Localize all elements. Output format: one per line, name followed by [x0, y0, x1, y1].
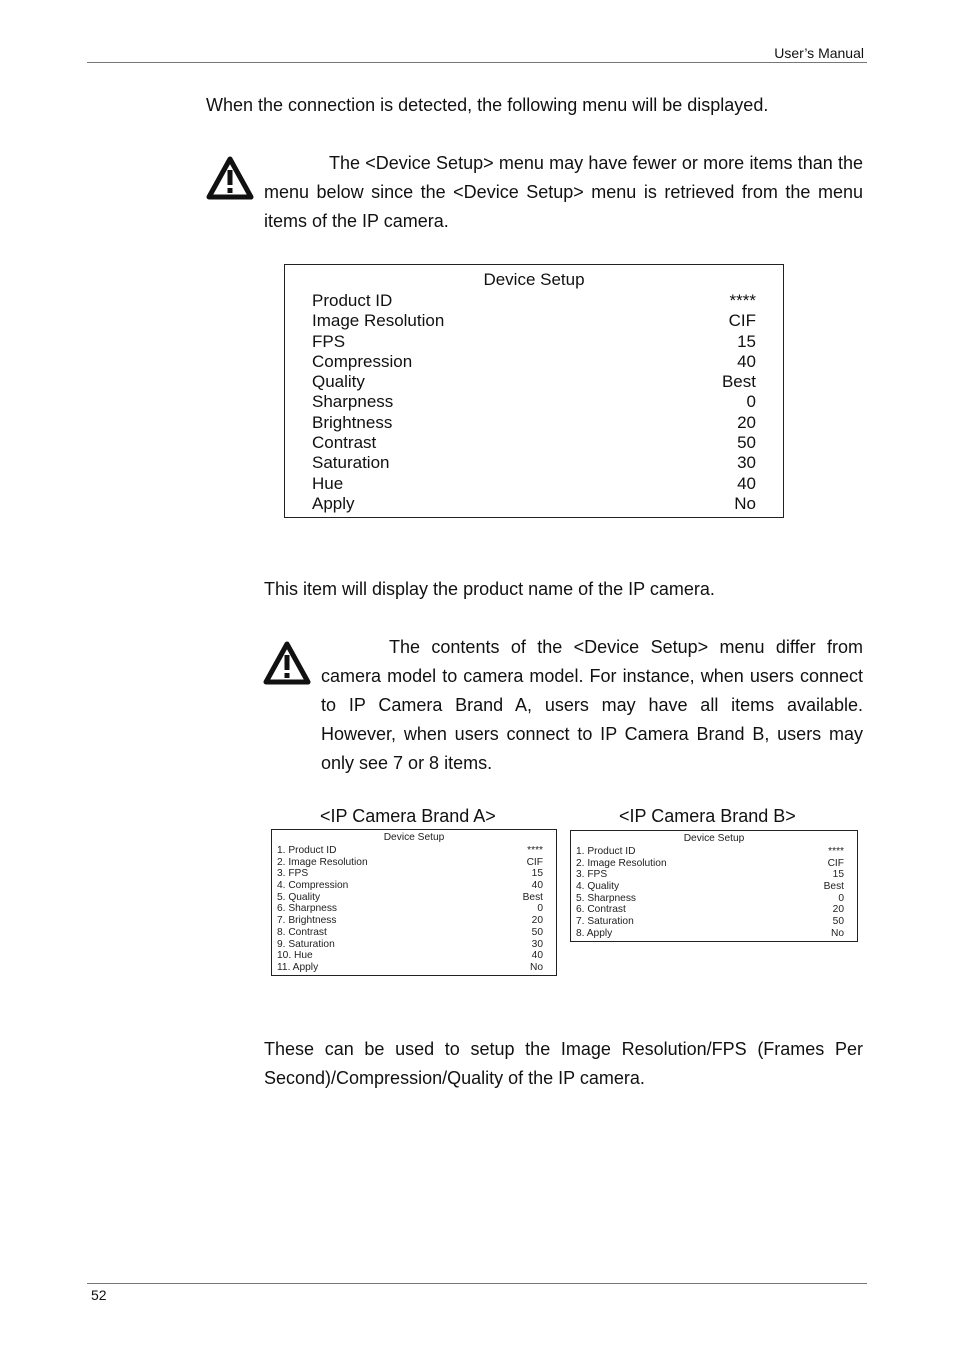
menu-title: Device Setup [483, 270, 585, 289]
page-number: 52 [91, 1287, 107, 1303]
menu-row [312, 392, 756, 412]
menu-row [277, 892, 543, 904]
menu-item-value: CIF [728, 311, 756, 331]
warning-icon [206, 155, 254, 201]
header-title: User’s Manual [774, 45, 864, 61]
menu-item-label: 3. FPS [576, 869, 608, 881]
menu-item-value: No [529, 961, 543, 973]
menu-item-value: 50 [832, 916, 844, 928]
menu-item-value: **** [527, 845, 543, 856]
menu-row [576, 846, 844, 858]
menu-row [576, 893, 844, 905]
menu-row [277, 868, 543, 880]
menu-item-label: 9. Saturation [277, 938, 335, 950]
menu-item-label: Quality [312, 372, 365, 392]
menu-item-label: 6. Contrast [576, 904, 626, 916]
menu-item-value: 50 [531, 926, 543, 938]
menu-row [312, 332, 756, 352]
menu-item-value: **** [729, 291, 756, 310]
menu-item-value: 15 [531, 868, 543, 880]
menu-row [576, 928, 844, 940]
device-setup-menu [284, 264, 784, 518]
menu-row [576, 916, 844, 928]
menu-item-value: 20 [737, 412, 756, 432]
menu-title: Device Setup [383, 832, 445, 843]
menu-item-label: 6. Sharpness [277, 903, 338, 915]
menu-row [312, 433, 756, 453]
menu-item-value: 20 [832, 904, 844, 916]
menu-item-label: 11. Apply [277, 961, 319, 973]
menu-item-value: 40 [531, 880, 543, 892]
menu-row [576, 869, 844, 881]
menu-item-label: Saturation [312, 453, 390, 473]
menu-row [312, 474, 756, 494]
menu-item-value: 15 [832, 869, 844, 881]
menu-item-label: 8. Apply [576, 927, 613, 939]
menu-row [277, 857, 543, 869]
menu-item-label: Sharpness [312, 392, 394, 412]
menu-row [277, 880, 543, 892]
menu-item-label: Image Resolution [312, 311, 445, 331]
menu-row [312, 494, 756, 514]
menu-item-label: Contrast [312, 433, 377, 453]
menu-row [277, 845, 543, 857]
menu-item-value: 50 [737, 433, 756, 453]
menu-item-value: 0 [838, 892, 844, 904]
menu-item-label: 4. Quality [576, 881, 620, 893]
menu-row [277, 950, 543, 962]
menu-item-label: 1. Product ID [576, 846, 636, 857]
menu-item-label: 2. Image Resolution [277, 856, 368, 868]
brand-a-caption: <IP Camera Brand A> [320, 806, 496, 826]
brand-b-menu [570, 830, 858, 942]
product-id-description: This item will display the product name of the IP camera. [264, 579, 715, 599]
brand-b-caption: <IP Camera Brand B> [619, 806, 796, 826]
menu-item-label: 4. Compression [277, 880, 349, 892]
menu-item-label: 8. Contrast [277, 926, 327, 938]
menu-item-label: 5. Sharpness [576, 892, 637, 904]
menu-row [312, 413, 756, 433]
menu-item-value: 40 [531, 950, 543, 962]
footer-rule [87, 1283, 867, 1284]
menu-item-value: 20 [531, 915, 543, 927]
menu-item-label: 7. Brightness [277, 915, 337, 927]
menu-row [312, 453, 756, 473]
menu-item-value: 30 [531, 938, 543, 950]
menu-item-value: 30 [737, 453, 756, 473]
menu-item-value: Best [522, 891, 543, 903]
note-device-setup: The <Device Setup> menu may have fewer or more items than the menu below since the <Device Setup> menu is retrieved from the menu items of the IP camera. [264, 153, 863, 231]
header-rule [87, 62, 867, 63]
menu-item-label: 7. Saturation [576, 916, 634, 928]
intro-text: When the connection is detected, the following menu will be displayed. [206, 95, 769, 115]
menu-row [277, 927, 543, 939]
menu-item-label: 1. Product ID [277, 845, 337, 856]
menu-row [277, 962, 543, 974]
menu-row [312, 291, 756, 311]
menu-row [277, 903, 543, 915]
menu-item-label: 10. Hue [277, 950, 313, 962]
menu-title: Device Setup [683, 833, 745, 844]
menu-item-value: **** [828, 846, 844, 857]
menu-row [576, 881, 844, 893]
menu-item-label: 2. Image Resolution [576, 857, 667, 869]
menu-item-value: 40 [737, 351, 756, 371]
menu-item-value: 40 [737, 473, 756, 493]
menu-row [312, 311, 756, 331]
menu-item-value: Best [823, 881, 844, 893]
menu-item-value: CIF [827, 857, 844, 869]
warning-icon [263, 640, 311, 686]
menu-row [312, 372, 756, 392]
setup-description: These can be used to setup the Image Resolution/FPS (Frames Per Second)/Compression/Quality of the IP camera. [264, 1039, 863, 1088]
menu-row [312, 352, 756, 372]
menu-row [277, 915, 543, 927]
menu-item-label: FPS [312, 331, 346, 351]
brand-a-menu [271, 829, 557, 976]
menu-item-label: Product ID [312, 291, 393, 310]
menu-item-label: Compression [312, 351, 413, 371]
menu-item-value: 15 [737, 331, 756, 351]
menu-item-label: 5. Quality [277, 891, 321, 903]
menu-item-value: No [734, 493, 756, 513]
menu-item-label: 3. FPS [277, 868, 309, 880]
menu-item-value: CIF [526, 856, 543, 868]
menu-item-label: Brightness [312, 412, 393, 432]
menu-item-value: 0 [746, 392, 756, 412]
menu-row [576, 904, 844, 916]
menu-item-value: Best [721, 372, 756, 392]
menu-row [277, 939, 543, 951]
menu-item-value: 0 [537, 903, 543, 915]
menu-item-value: No [830, 927, 844, 939]
menu-item-label: Apply [312, 493, 355, 513]
note-model-difference: The contents of the <Device Setup> menu differ from camera model to camera model. For instance, when users connect to IP Camera Brand A, users may have all items available. However, when users connect to IP Camera Brand B, users may only see 7 or 8 items. [321, 637, 863, 773]
menu-item-label: Hue [312, 473, 344, 493]
menu-row [576, 858, 844, 870]
